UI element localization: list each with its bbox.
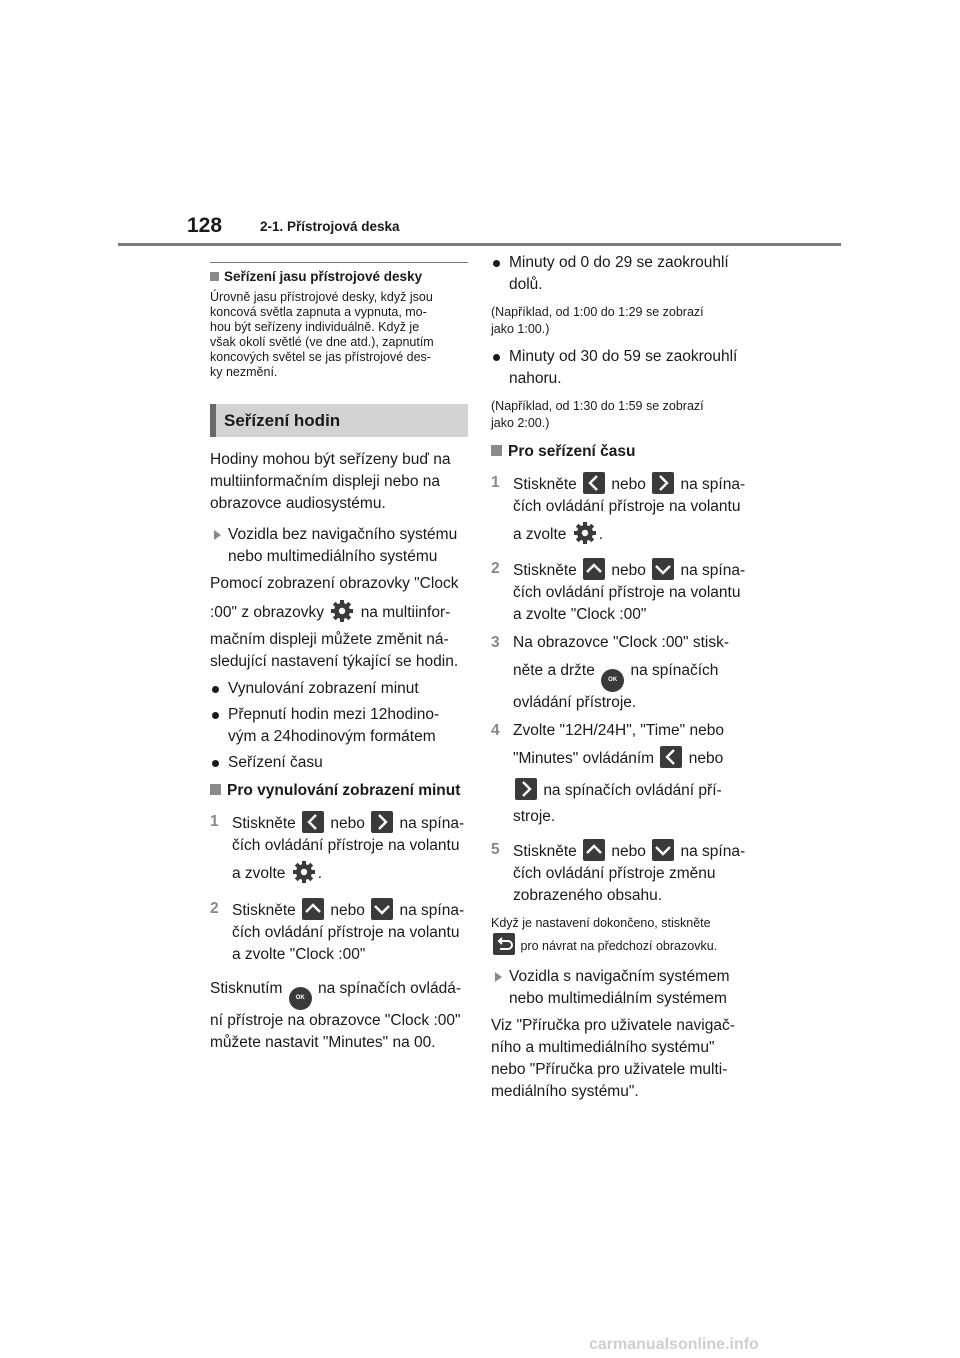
time-step-2 (491, 558, 753, 626)
step-2-line-1 (232, 898, 468, 922)
step-1-line-3: a zvolte . (232, 857, 468, 891)
menu-line-1: Pomocí zobrazení obrazovky "Clock (210, 575, 459, 592)
reset-heading (210, 780, 468, 802)
time-step-4-line-4: stroje. (513, 808, 556, 825)
step-text: na spína- (680, 562, 746, 579)
chevron-left-icon (302, 811, 324, 833)
menu-line-4: sledující nastavení týkající se hodin. (210, 653, 459, 670)
brightness-line-4: však okolí světlé (ve dne atd.), zapnutím (210, 335, 434, 349)
step-number: 5 (491, 841, 500, 858)
bullet-1: Vynulování zobrazení minut (228, 680, 419, 697)
done-line-1: Když je nastavení dokončeno, stiskněte (491, 916, 711, 930)
step-number: 1 (491, 474, 500, 491)
step-text: na spína- (399, 815, 465, 832)
intro-line-3: obrazovce audiosystému. (210, 495, 386, 512)
time-step-1-line-1 (513, 472, 753, 496)
example-2 (491, 398, 753, 432)
step-number: 3 (491, 634, 500, 651)
intro-line-1: Hodiny mohou být seřízeny buď na (210, 451, 451, 468)
chapter-title: 2-1. Přístrojová deska (260, 219, 400, 234)
menu-line-2b: na multiinfor- (360, 604, 451, 621)
step-1-line-2: čích ovládání přístroje na volantu (232, 837, 460, 854)
chevron-right-icon (652, 472, 674, 494)
example-1-line-2: jako 1:00.) (491, 322, 550, 336)
step-text: "Minutes" ovládáním (513, 750, 655, 767)
menu-paragraph (210, 573, 468, 673)
gear-icon (330, 599, 354, 623)
list-item (210, 678, 468, 700)
round-down-line-1: Minuty od 0 do 29 se zaokrouhlí (509, 254, 729, 271)
press-text: Stisknutím (210, 980, 283, 997)
chevron-down-icon (371, 898, 393, 920)
step-text: na spínačích (630, 662, 719, 679)
ref-line-1: Viz "Příručka pro uživatele navigač- (491, 1017, 735, 1034)
step-text: něte a držte (513, 662, 595, 679)
press-text: na spínačích ovládá- (317, 980, 462, 997)
time-step-5-line-1 (513, 839, 753, 863)
brightness-heading (210, 268, 468, 285)
page-number: 128 (187, 214, 223, 237)
done-line-2 (491, 932, 753, 960)
nav-line-1: Vozidla s navigačním systémem (509, 968, 730, 985)
done-text: pro návrat na předchozí obrazovku. (520, 939, 718, 953)
step-text: nebo (611, 843, 646, 860)
press-paragraph (210, 978, 468, 1054)
menu-line-2a: :00" z obrazovky (210, 604, 325, 621)
list-item (210, 752, 468, 774)
time-step-3 (491, 632, 753, 714)
left-column (210, 262, 468, 1054)
list-item (210, 704, 468, 748)
chevron-right-icon (371, 811, 393, 833)
step-text: na spínačích ovládání pří- (543, 782, 722, 799)
chevron-up-icon (302, 898, 324, 920)
step-2-line-3: a zvolte "Clock :00" (232, 946, 366, 963)
time-step-3-line-2 (513, 654, 753, 692)
step-text: Stiskněte (513, 476, 577, 493)
square-bullet-icon (210, 272, 219, 281)
time-step-1-line-2: čích ovládání přístroje na volantu (513, 498, 741, 515)
step-number: 4 (491, 722, 500, 739)
time-step-1-line-3: a zvolte . (513, 518, 753, 552)
step-number: 1 (210, 813, 219, 830)
example-1-line-1: (Například, od 1:00 do 1:29 se zobrazí (491, 305, 704, 319)
intro-paragraph (210, 449, 468, 515)
step-text: Stiskněte (513, 562, 577, 579)
step-text: na spína- (399, 902, 465, 919)
step-number: 2 (210, 900, 219, 917)
step-text: Stiskněte (232, 815, 296, 832)
brightness-heading-text: Seřízení jasu přístrojové desky (224, 269, 423, 284)
step-text: nebo (330, 902, 365, 919)
section-title-bar (210, 404, 468, 437)
square-bullet-icon (491, 445, 502, 456)
example-2-line-2: jako 2:00.) (491, 416, 550, 430)
step-text: na spína- (680, 843, 746, 860)
done-note (491, 915, 753, 960)
menu-line-2 (210, 597, 468, 629)
step-2 (210, 898, 468, 966)
square-bullet-icon (210, 784, 221, 795)
step-text: a zvolte (513, 526, 567, 543)
brightness-subsection (210, 262, 468, 380)
step-1 (210, 811, 468, 891)
menu-line-3: mačním displeji můžete změnit ná- (210, 631, 449, 648)
nav-line-2: nebo multimediálním systémem (509, 990, 727, 1007)
right-column (491, 252, 753, 1103)
brightness-line-3: hou být seřízeny individuálně. Když je (210, 320, 420, 334)
step-1-line-1 (232, 811, 468, 835)
header-rule (118, 243, 841, 246)
time-step-3-line-1: Na obrazovce "Clock :00" stisk- (513, 634, 730, 651)
no-nav-line-2: nebo multimediálního systému (228, 548, 438, 565)
time-step-1 (491, 472, 753, 552)
example-2-line-1: (Například, od 1:30 do 1:59 se zobrazí (491, 399, 704, 413)
step-text: nebo (611, 562, 646, 579)
ok-button-icon: OK (289, 987, 312, 1010)
gear-icon (573, 521, 597, 545)
back-icon (493, 933, 515, 955)
time-step-4-line-2 (513, 742, 753, 776)
chevron-down-icon (652, 839, 674, 861)
example-1 (491, 304, 753, 338)
time-step-5 (491, 839, 753, 907)
step-text: nebo (611, 476, 646, 493)
round-down-line-2: dolů. (509, 276, 543, 293)
brightness-line-1: Úrovně jasu přístrojové desky, když jsou (210, 290, 433, 304)
bullet-2-line-2: vým a 24hodinovým formátem (228, 728, 436, 745)
time-step-3-line-3: ovládání přístroje. (513, 694, 637, 711)
brightness-line-2: koncová světla zapnuta a vypnuta, mo- (210, 305, 427, 319)
brightness-line-6: ky nezmění. (210, 365, 278, 379)
time-step-2-line-1 (513, 558, 753, 582)
ok-button-icon: OK (601, 669, 624, 692)
step-number: 2 (491, 560, 500, 577)
reset-heading-text: Pro vynulování zobrazení minut (227, 782, 461, 799)
chevron-right-icon (515, 778, 537, 800)
round-up-line-2: nahoru. (509, 370, 562, 387)
no-nav-line-1: Vozidla bez navigačního systému (228, 526, 458, 543)
chevron-down-icon (652, 558, 674, 580)
bullet-3: Seřízení času (228, 754, 323, 771)
time-heading-text: Pro seřízení času (508, 443, 636, 460)
step-text: Stiskněte (232, 902, 296, 919)
nav-item (491, 966, 753, 1010)
list-item (491, 346, 753, 390)
time-heading (491, 441, 753, 463)
step-text: Stiskněte (513, 843, 577, 860)
gear-icon (292, 860, 316, 884)
chevron-up-icon (583, 558, 605, 580)
no-nav-item (210, 524, 468, 568)
ref-line-4: mediálního systému". (491, 1083, 639, 1100)
time-step-4-line-1: Zvolte "12H/24H", "Time" nebo (513, 722, 724, 739)
time-step-4 (491, 720, 753, 828)
watermark: carmanualsonline.info (589, 1336, 759, 1353)
time-step-5-line-3: zobrazeného obsahu. (513, 887, 663, 904)
step-text: a zvolte (232, 865, 286, 882)
press-line-1 (210, 978, 468, 1010)
reference-paragraph (491, 1015, 753, 1103)
intro-line-2: multiinformačním displeji nebo na (210, 473, 441, 490)
chevron-up-icon (583, 839, 605, 861)
section-title: Seřízení hodin (224, 410, 341, 430)
list-item (491, 252, 753, 296)
brightness-line-5: koncových světel se jas přístrojové des- (210, 350, 431, 364)
time-step-4-line-3 (513, 776, 753, 806)
ref-line-3: nebo "Příručka pro uživatele multi- (491, 1061, 728, 1078)
bullet-2-line-1: Přepnutí hodin mezi 12hodino- (228, 706, 440, 723)
chevron-left-icon (660, 746, 682, 768)
round-up-line-1: Minuty od 30 do 59 se zaokrouhlí (509, 348, 738, 365)
step-text: nebo (688, 750, 724, 767)
time-step-5-line-2: čích ovládání přístroje změnu (513, 865, 716, 882)
step-text: nebo (330, 815, 365, 832)
step-2-line-2: čích ovládání přístroje na volantu (232, 924, 460, 941)
press-line-3: můžete nastavit "Minutes" na 00. (210, 1034, 436, 1051)
chevron-left-icon (583, 472, 605, 494)
ref-line-2: ního a multimediálního systému" (491, 1039, 715, 1056)
time-step-2-line-3: a zvolte "Clock :00" (513, 606, 647, 623)
time-step-2-line-2: čích ovládání přístroje na volantu (513, 584, 741, 601)
step-text: na spína- (680, 476, 746, 493)
press-line-2: ní přístroje na obrazovce "Clock :00" (210, 1012, 461, 1029)
